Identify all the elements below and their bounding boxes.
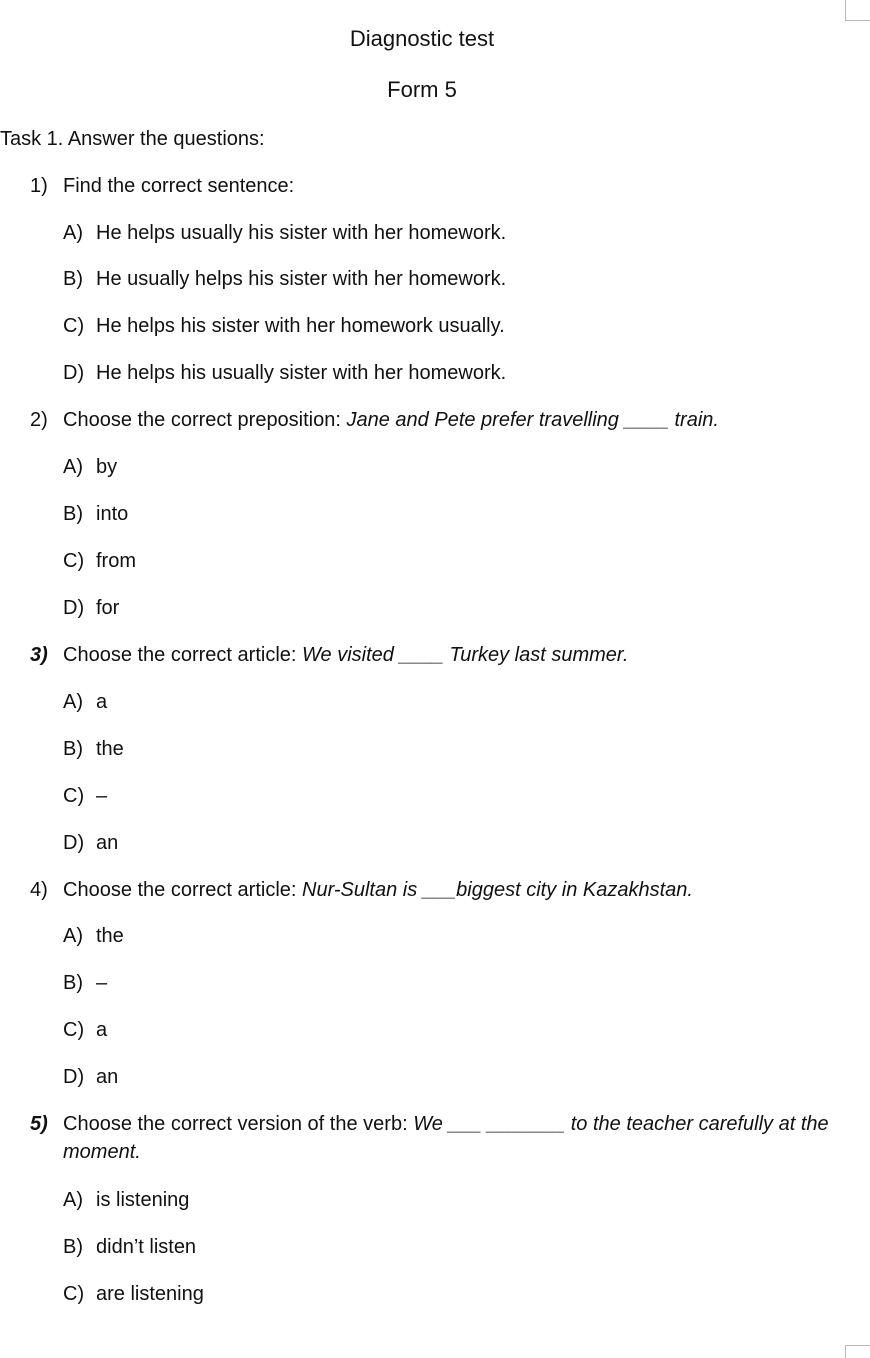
option-text: – [96,785,108,807]
page-corner-mark-bottom [845,1345,870,1358]
document-title: Diagnostic test [349,26,495,51]
option-letter: B) [63,738,83,760]
option-text: He helps his sister with her homework usually. [96,315,505,337]
document-subtitle: Form 5 [387,77,457,102]
option-letter: A) [63,925,83,947]
option-letter: C) [63,315,85,337]
option-letter: A) [63,222,83,244]
option-letter: D) [63,1066,85,1088]
option-text: an [96,1066,119,1088]
option-letter: C) [63,1283,85,1305]
prompt-text: Choose the correct version of the verb: [63,1113,414,1135]
question-number: 5) [30,1113,48,1135]
prompt-text: Find the correct sentence: [63,175,295,197]
option-letter: A) [63,691,83,713]
question-prompt [63,1110,853,1166]
prompt-text: Choose the correct article: [63,879,302,901]
question-prompt [63,641,628,669]
example-sentence: Nur-Sultan is ___biggest city in Kazakhstan. [302,879,693,901]
question-number: 3) [30,644,48,666]
option-text: is listening [96,1189,190,1211]
question-prompt [63,876,693,904]
option-text: He helps usually his sister with her homework. [96,222,507,244]
option-letter: B) [63,503,83,525]
option-text: for [96,597,120,619]
option-text: are listening [96,1283,204,1305]
option-letter: B) [63,1236,83,1258]
option-letter: A) [63,1189,83,1211]
option-letter: C) [63,1019,85,1041]
option-text: He usually helps his sister with her homework. [96,268,507,290]
question-number: 1) [30,175,48,197]
question-5 [0,1110,870,1170]
option-letter: D) [63,832,85,854]
option-letter: D) [63,597,85,619]
question-prompt [63,172,294,200]
option-letter: A) [63,456,83,478]
option-text: – [96,972,108,994]
task-heading: Task 1. Answer the questions: [0,128,265,150]
option-text: He helps his usually sister with her homework. [96,362,507,384]
option-text: didn’t listen [96,1236,197,1258]
option-text: a [96,691,108,713]
option-letter: B) [63,268,83,290]
option-letter: C) [63,550,85,572]
question-number: 2) [30,409,48,431]
option-letter: C) [63,785,85,807]
page-corner-mark-top [845,0,870,21]
question-number: 4) [30,879,48,901]
option-text: from [96,550,136,572]
option-text: the [96,738,124,760]
option-text: a [96,1019,108,1041]
example-sentence: Jane and Pete prefer travelling ____ train. [346,409,719,431]
option-text: the [96,925,124,947]
prompt-text: Choose the correct preposition: [63,409,347,431]
prompt-text: Choose the correct article: [63,644,302,666]
question-prompt [63,406,719,434]
option-text: by [96,456,118,478]
example-sentence: We visited ____ Turkey last summer. [302,644,629,666]
example-sentence: We ___ _______ to the teacher carefully at the moment. [63,1113,829,1163]
option-text: an [96,832,119,854]
option-letter: D) [63,362,85,384]
option-letter: B) [63,972,83,994]
option-text: into [96,503,129,525]
